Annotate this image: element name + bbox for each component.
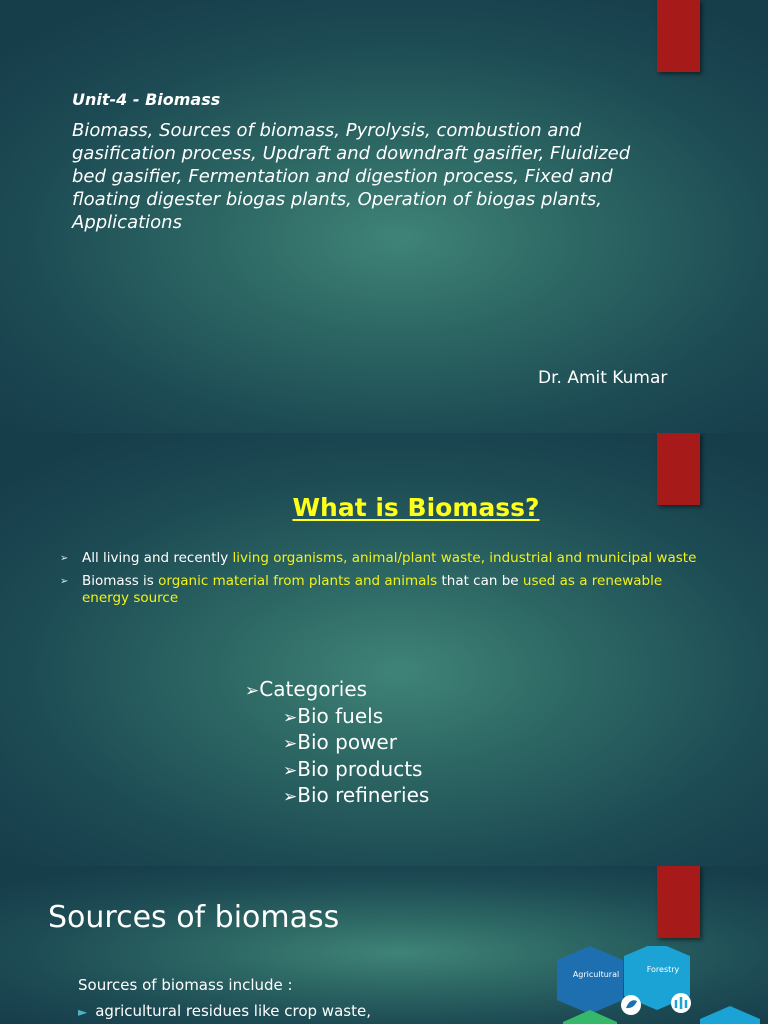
red-accent-bar [657, 0, 700, 72]
slide-sources-of-biomass [0, 866, 768, 1024]
category-item [245, 757, 429, 784]
list-item [60, 573, 710, 607]
bullet-text: All living and recently [82, 550, 233, 566]
list-item [60, 550, 710, 567]
agricultural-hexagon [557, 946, 623, 1014]
slide-unit-overview [0, 0, 768, 433]
list-item [78, 1002, 371, 1020]
unit-title: Unit-4 - Biomass [72, 90, 221, 109]
bullet-highlight: organic material from plants and animals [158, 573, 438, 589]
bullet-highlight: living organisms, animal/plant waste, industrial and municipal waste [232, 550, 697, 566]
category-item [245, 730, 429, 757]
bullet-arrow-icon: ➢ [60, 553, 69, 564]
bullet-arrow-icon: ➢ [60, 576, 69, 587]
bullet-text: Biomass is [82, 573, 159, 589]
category-label: Bio products [297, 756, 423, 781]
category-label: Bio fuels [297, 703, 384, 728]
arrow-icon: ➢ [245, 681, 260, 701]
sources-intro: Sources of biomass include : [78, 976, 293, 994]
arrow-icon: ➢ [283, 787, 298, 807]
category-label: Bio refineries [297, 783, 430, 807]
red-accent-bar [657, 866, 700, 938]
category-label: Bio power [297, 730, 397, 754]
categories-list [245, 677, 429, 810]
slide-title: What is Biomass? [292, 493, 540, 522]
arrow-icon: ➢ [283, 707, 298, 728]
list-item-text: agricultural residues like crop waste, [95, 1002, 371, 1020]
category-item [245, 783, 429, 810]
bullet-highlight: used as a renewable energy source [82, 573, 663, 606]
slide-title: Sources of biomass [48, 900, 340, 935]
blue-hexagon [700, 1006, 760, 1024]
green-hexagon [563, 1010, 617, 1024]
slide-what-is-biomass [0, 433, 768, 866]
categories-heading [245, 677, 429, 704]
triangle-bullet-icon: ► [78, 1005, 88, 1019]
author-name: Dr. Amit Kumar [538, 368, 668, 388]
category-item [245, 704, 429, 731]
definition-list [60, 550, 710, 613]
arrow-icon: ➢ [283, 734, 298, 754]
unit-topics: Biomass, Sources of biomass, Pyrolysis, combustion and gasification process, Updraft and downdraft gasifier, Fluidized bed gasifier, Fermentation and digestion process, Fixed and floating digester biogas plants, Operation of biogas plants, Applications [72, 120, 631, 233]
bullet-text: that can be [437, 573, 523, 589]
arrow-icon: ➢ [283, 760, 298, 781]
hex-label-agricultural: Agricultural [572, 970, 620, 979]
categories-label: Categories [259, 677, 368, 701]
sources-hexagon-diagram [555, 946, 768, 1024]
hex-label-forestry: Forestry [646, 965, 680, 974]
